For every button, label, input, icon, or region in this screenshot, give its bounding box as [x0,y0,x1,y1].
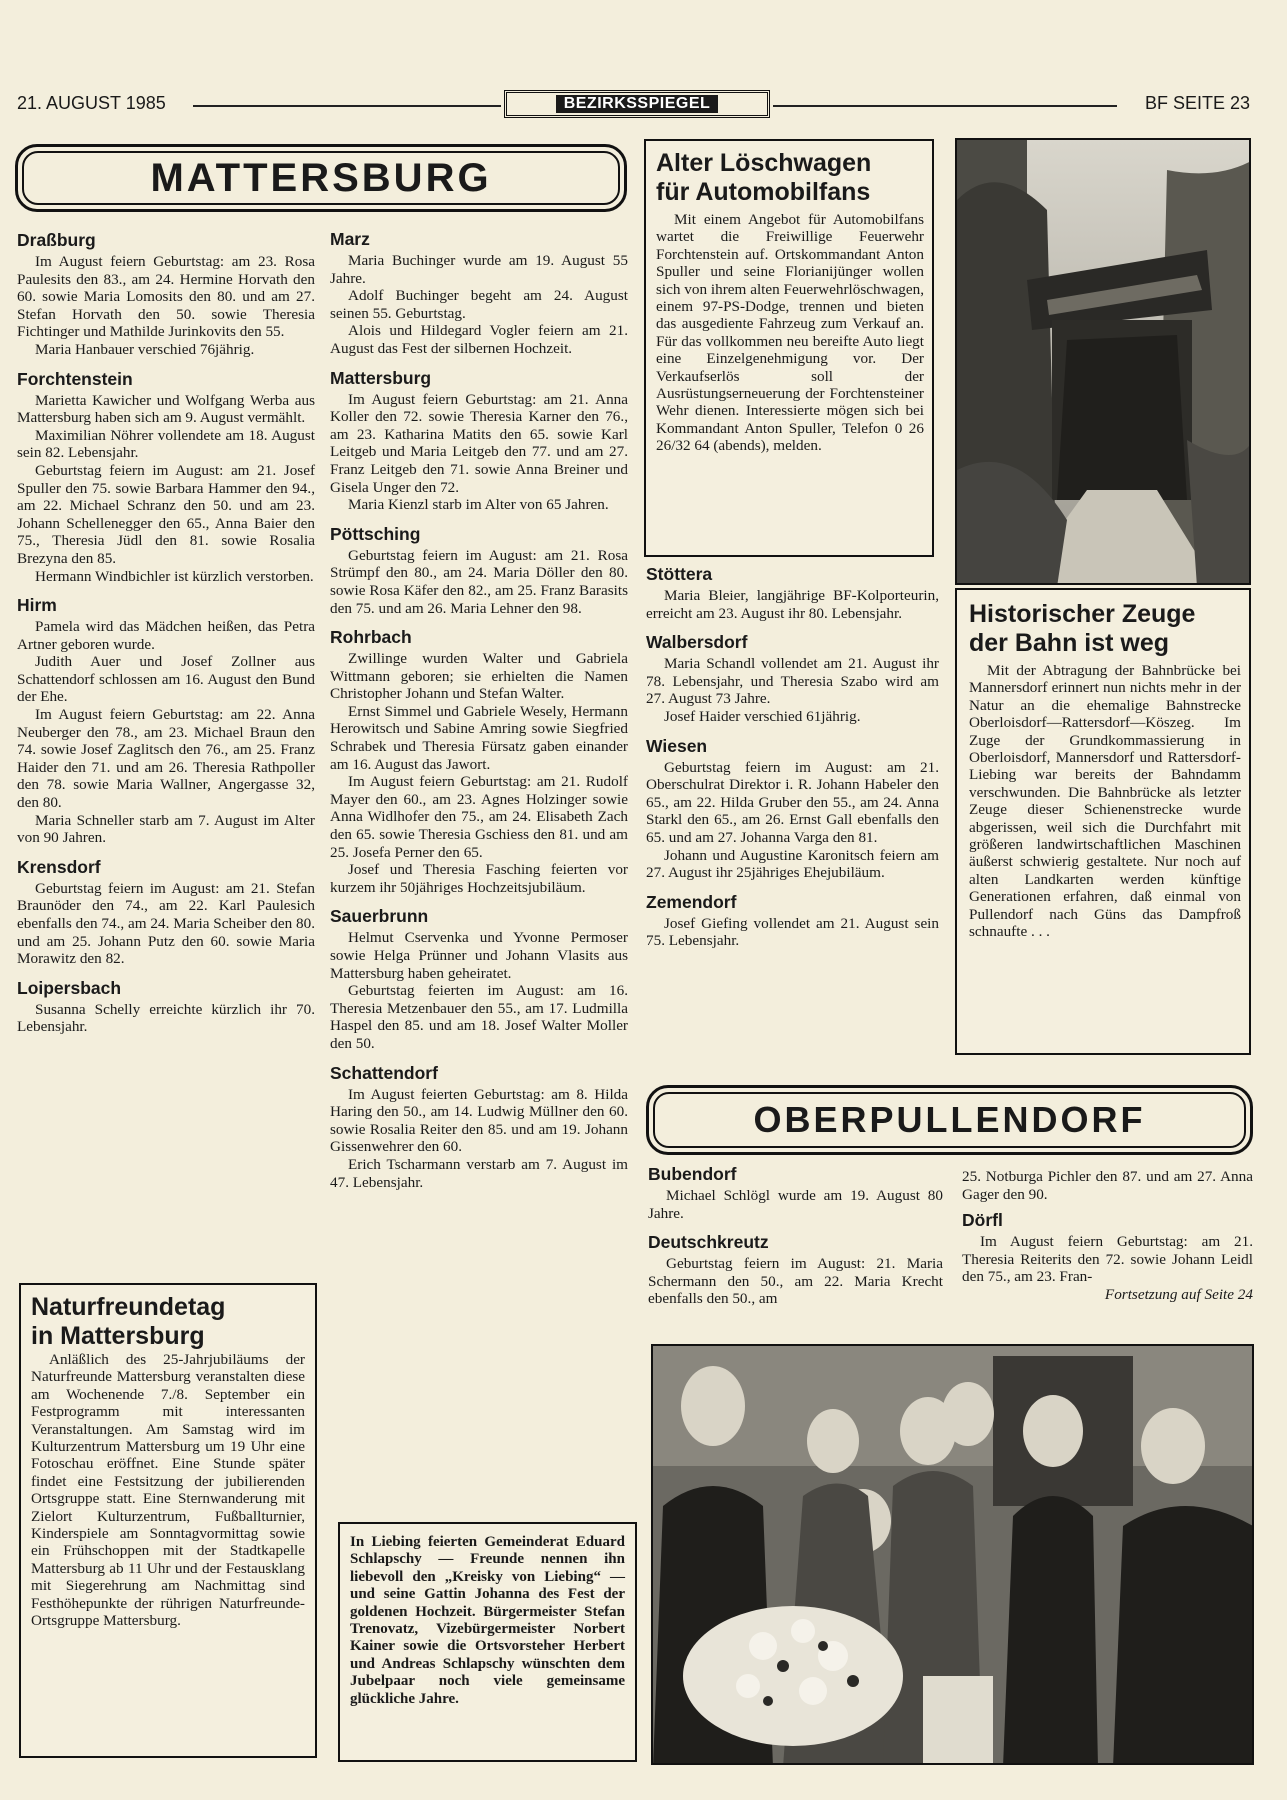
mattersburg-column-3 [646,563,939,950]
mattersburg-paragraph: Hermann Windbichler ist kürzlich verstorben. [35,567,314,585]
naturfreunde-text: Anläßlich des 25-Jahrjubiläums der Naturfreunde Mattersburg veranstalten diese am Wochenende 7./8. September ein Festprogramm mit interessanten Veranstaltungen. Am Samstag wird im Kulturzentrum Mattersburg um 19 Uhr eine Fotoschau eröffnet. Eine Stunde später findet eine Festsitzung der jubilierenden Ortsgruppe statt. Eine Sternwanderung mit Zielort Kulturzentrum, Fußballturnier, Kinderspiele am Sonntagvormittag sowie ein Frühschoppen mit der Stadtkapelle Mattersburg ab 11 Uhr und der Festausklang mit Siegerehrung am Nachmittag sind Festhöhepunkte der rührigen Naturfreunde-Ortsgruppe Mattersburg. [31,1351,305,1630]
mattersburg-paragraph: Johann und Augustine Karonitsch feiern am 27. August ihr 25jähriges Ehejubiläum. [646,846,939,882]
oberpullendorf-column-b-top: 25. Notburga Pichler den 87. und am 27. Anna Gager den 90. [962,1168,1253,1203]
bahn-text: Mit der Abtragung der Bahnbrücke bei Mannersdorf erinnert nun nichts mehr in der Natur an die ehemalige Bahnstrecke Oberloisdorf—Rattersdorf—Köszeg. Im Zuge der Grundkommassierung in Oberloisdorf, Mannersdorf und Rattersdorf-Liebing war bereits der Bahndamm verschwunden. Die Bahnbrücke als letzter Zeuge dieser Schienenstrecke wurde abgerissen, weil sich die Durchfahrt mit größeren landwirtschaftlichen Maschinen äußerst schwierig gestaltete. Nur noch auf alten Landkarten werden künftige Generationen erfahren, daß einmal von Pullendorf nach Güns das Dampfroß schnaufte . . . [969,662,1241,941]
oberpullendorf-title: OBERPULLENDORF [753,1099,1146,1140]
oberpullendorf-heading-bubendorf: Bubendorf [648,1164,737,1184]
mattersburg-paragraph: Im August feiern Geburtstag: am 21. Rudolf Mayer den 60., am 23. Agnes Holzinger sowie Anna Widlhofer den 75., am 24. Elisabeth Zach den 65. sowie Theresia Gschiess den 81. und am 25. Josefa Perner den 65. [330,773,628,861]
mattersburg-paragraph: Maria Buchinger wurde am 19. August 55 Jahre. [330,252,628,287]
oberpullendorf-paragraph: Geburtstag feiern im August: 21. Maria Schermann den 50., am 22. Maria Krecht ebenfalls den 50., am [648,1255,943,1308]
mattersburg-heading-sauerbrunn: Sauerbrunn [330,906,429,927]
oberpullendorf-column-b [962,1168,1253,1304]
mattersburg-paragraph: Josef Giefing vollendet am 21. August sein 75. Lebensjahr. [646,914,939,950]
continued-note: Fortsetzung auf Seite 24 [1104,1285,1253,1303]
mattersburg-paragraph: Geburtstag feiern im August: am 21. Rosa Strümpf den 80., am 24. Maria Döller den 80. sowie Rosa Käfer den 82., am 25. Franz Barasits den 75. und am 26. Maria Lehner den 98. [330,546,628,617]
mattersburg-paragraph: Marietta Kawicher und Wolfgang Werba aus Mattersburg haben sich am 9. August vermählt. [17,391,315,427]
mattersburg-heading-wiesen: Wiesen [646,735,708,756]
header-rule-right [773,105,1117,107]
bahn-title: Historischer Zeuge der Bahn ist weg [969,600,1196,657]
photo-caption [338,1522,637,1762]
bahn-article [955,588,1251,1055]
mattersburg-heading-loipersbach: Loipersbach [17,977,122,998]
loeschwagen-title: Alter Löschwagen für Automobilfans [656,149,872,206]
mattersburg-column-2 [330,228,628,1191]
mattersburg-banner [15,144,627,212]
group-image [653,1346,1254,1765]
mattersburg-paragraph: Maria Schneller starb am 7. August im Alter von 90 Jahren. [17,811,315,847]
bridge-photo [955,138,1251,585]
mattersburg-paragraph: Adolf Buchinger begeht am 24. August seinen 55. Geburtstag. [330,287,628,322]
section-label-text: BEZIRKSSPIEGEL [556,95,719,113]
naturfreunde-article [19,1283,317,1758]
mattersburg-paragraph: Alois und Hildegard Vogler feiern am 21. August das Fest der silbernen Hochzeit. [330,322,628,357]
mattersburg-heading-mattersburg: Mattersburg [330,367,432,388]
mattersburg-paragraph: Im August feiern Geburtstag: am 23. Rosa Paulesits den 83., am 24. Hermine Horvath den 60. sowie Maria Lomosits den 80. und am 27. Stefan Horvath den 50. sowie Theresia Fichtinger und Mathilde Jurinkovits den 55. [17,253,315,341]
mattersburg-paragraph: Geburtstag feierten im August: am 16. Theresia Metzenbauer den 55., am 17. Ludmilla Haspel den 85. und am 18. Josef Walter Moller den 50. [330,982,628,1052]
mattersburg-paragraph: Maximilian Nöhrer vollendete am 18. August sein 82. Lebensjahr. [17,426,315,462]
mattersburg-heading-schattendorf: Schattendorf [330,1062,438,1083]
mattersburg-paragraph: Erich Tscharmann verstarb am 7. August im 47. Lebensjahr. [330,1155,628,1191]
section-label [504,90,770,118]
naturfreunde-title: Naturfreundetag in Mattersburg [31,1293,226,1350]
mattersburg-paragraph: Maria Bleier, langjährige BF-Kolporteurin, erreicht am 23. August ihr 80. Lebensjahr. [646,587,939,622]
oberpullendorf-column-a [648,1163,943,1308]
oberpullendorf-heading-doerfl: Dörfl [962,1210,1003,1231]
mattersburg-paragraph: Maria Hanbauer verschied 76jährig. [35,340,255,358]
mattersburg-heading-rohrbach: Rohrbach [330,627,412,648]
mattersburg-heading-drassburg: Draßburg [17,230,96,250]
mattersburg-heading-krensdorf: Krensdorf [17,856,101,877]
mattersburg-heading-stoettera: Stöttera [646,564,713,584]
mattersburg-paragraph: Ernst Simmel und Gabriele Wesely, Hermann Herowitsch und Sabine Amring sowie Siegfried Schrabek und Theresia Fürsatz gaben einander am 16. August das Jawort. [330,702,628,773]
mattersburg-heading-forchtenstein: Forchtenstein [17,368,133,389]
mattersburg-paragraph: Josef Haider verschied 61jährig. [664,707,861,725]
mattersburg-paragraph: Pamela wird das Mädchen heißen, das Petra Artner geboren wurde. [17,618,315,653]
loeschwagen-text: Mit einem Angebot für Automobilfans wartet die Freiwillige Feuerwehr Forchtenstein auf. Ortskommandant Anton Spuller und seine Florianijünger wollen sich von ihrem alten Feuerwehrlöschwagen, einem 97-PS-Dodge, trennen und bieten das ausgediente Fahrzeug zum Verkauf an. Für das vollkommen neu bereifte Auto liegt eine Einzelgenehmigung vor. Der Verkaufserlös soll der Ausrüstungserneuerung der Forchtensteiner Wehr dienen. Interessierte mögen sich bei Kommandant Anton Spuller, Telefon 0 26 26/32 64 (abends), melden. [656,211,924,455]
oberpullendorf-heading-deutschkreutz: Deutschkreutz [648,1232,769,1253]
caption-text: In Liebing feierten Gemeinderat Eduard Schlapschy — Freunde nennen ihn liebevoll den „Kreisky von Liebing“ — und seine Gattin Johanna des Fest der goldenen Hochzeit. Bürgermeister Stefan Trenovatz, Vizebürgermeister Norbert Kainer sowie die Ortsvorsteher Herbert und Andreas Schlapschy wünschten dem Jubelpaar noch viele gemeinsame glückliche Jahre. [350,1534,625,1707]
bridge-image [957,140,1251,585]
mattersburg-paragraph: Zwillinge wurden Walter und Gabriela Wittmann geboren; sie erhielten die Namen Christopher Johann und Stefan Walter. [330,650,628,703]
loeschwagen-article [644,139,934,557]
mattersburg-heading-marz: Marz [330,229,370,249]
mattersburg-paragraph: Helmut Cservenka und Yvonne Permoser sowie Helga Prünner und Johann Vlasits aus Mattersburg haben geheiratet. [330,929,628,982]
mattersburg-heading-hirm: Hirm [17,595,57,616]
mattersburg-paragraph: Susanna Schelly erreichte kürzlich ihr 70. Lebensjahr. [17,1000,315,1036]
mattersburg-paragraph: Judith Auer und Josef Zollner aus Schattendorf schlossen am 16. August den Bund der Ehe. [17,653,315,706]
issue-date: 21. AUGUST 1985 [17,93,166,113]
header-rule-left [193,105,501,107]
mattersburg-paragraph: Geburtstag feiern im August: am 21. Stefan Braunöder den 74., am 22. Karl Paulesich ebenfalls den 74., am 24. Maria Scheiber den 80. und am 25. Johann Putz den 60. sowie Maria Morawitz den 82. [17,879,315,968]
mattersburg-paragraph: Geburtstag feiern im August: am 21. Josef Spuller den 75. sowie Barbara Hammer den 94., am 22. Michael Schranz den 50. und am 23. Johann Schellenegger den 65., Anna Baier den 75., Theresia Jüdl den 81. sowie Rosalia Brezyna den 85. [17,461,315,567]
mattersburg-paragraph: Geburtstag feiern im August: am 21. Oberschulrat Direktor i. R. Johann Habeler den 65., am 22. Hilda Gruber den 55., am 24. Anna Starkl den 65., am 26. Ernst Gall ebenfalls den 65. und am 27. Johanna Varga den 81. [646,758,939,846]
mattersburg-paragraph: Im August feierten Geburtstag: am 8. Hilda Haring den 50., am 14. Ludwig Müllner den 60. sowie Rosalia Reiter den 85. und am 19. Johann Gissenwehrer den 60. [330,1085,628,1156]
mattersburg-paragraph: Im August feiern Geburtstag: am 22. Anna Neuberger den 78., am 23. Michael Braun den 74. sowie Josef Zaglitsch den 76., am 25. Franz Haider den 71. und am 26. Theresia Rathpoller den 78. sowie Maria Wallner, Angergasse 32, den 80. [17,706,315,812]
mattersburg-heading-poettsching: Pöttsching [330,523,421,544]
oberpullendorf-paragraph: Im August feiern Geburtstag: am 21. Theresia Reiterits den 72. sowie Johann Leidl den 75., am 23. Fran- [962,1233,1253,1286]
mattersburg-column-1 [17,229,315,1036]
page-number: BF SEITE 23 [1144,93,1250,113]
oberpullendorf-banner [646,1085,1253,1155]
mattersburg-heading-walbersdorf: Walbersdorf [646,632,748,653]
oberpullendorf-paragraph: Michael Schlögl wurde am 19. August 80 Jahre. [648,1187,943,1222]
mattersburg-paragraph: Maria Kienzl starb im Alter von 65 Jahren. [348,496,609,514]
mattersburg-paragraph: Josef und Theresia Fasching feierten vor kurzem ihr 50jähriges Hochzeitsjubiläum. [330,861,628,896]
mattersburg-heading-zemendorf: Zemendorf [646,891,737,912]
mattersburg-paragraph: Im August feiern Geburtstag: am 21. Anna Koller den 72. sowie Theresia Karner den 76., am 23. Katharina Matits den 65. sowie Karl Leitgeb und Maria Leitgeb den 77. und am 27. Franz Leitgeb den 71. sowie Anna Breiner und Gisela Unger den 72. [330,390,628,496]
mattersburg-paragraph: Maria Schandl vollendet am 21. August ihr 78. Lebensjahr, und Theresia Szabo wird am 27. August 73 Jahre. [646,655,939,708]
golden-wedding-photo [651,1344,1254,1765]
mattersburg-title: MATTERSBURG [150,156,492,200]
